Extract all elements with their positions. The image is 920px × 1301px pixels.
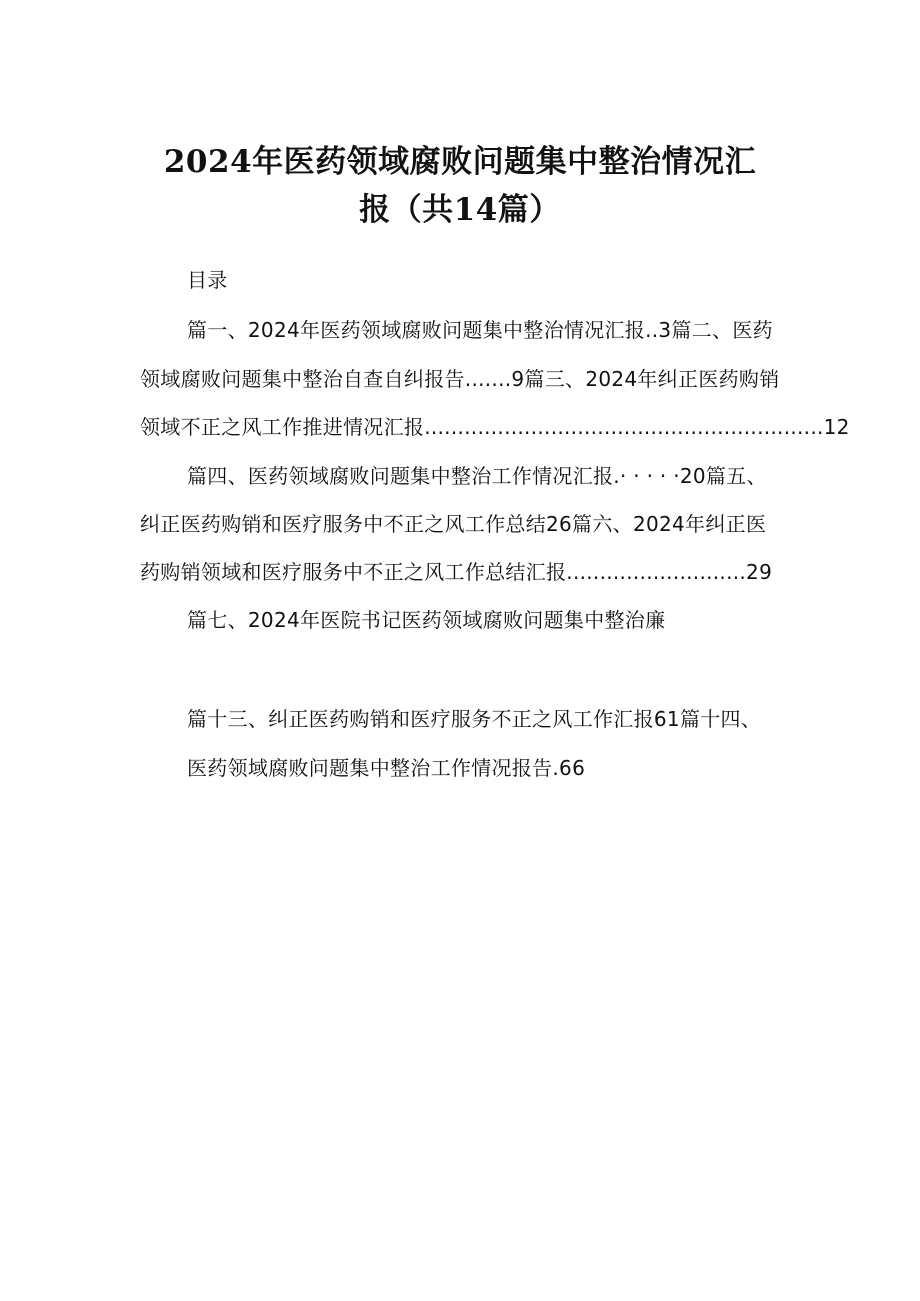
toc-line: 领域不正之风工作推进情况汇报............................................................12 bbox=[140, 415, 850, 439]
toc-line: 篇一、2024年医药领域腐败问题集中整治情况汇报..3篇二、医药 bbox=[187, 318, 773, 342]
toc-line: 药购销领域和医疗服务中不正之风工作总结汇报...........................29 bbox=[140, 560, 773, 584]
toc-line: 篇七、2024年医院书记医药领域腐败问题集中整治廉 bbox=[187, 608, 666, 632]
toc-line: 篇十三、纠正医药购销和医疗服务不正之风工作汇报61篇十四、 bbox=[187, 707, 762, 731]
toc-line: 医药领域腐败问题集中整治工作情况报告.66 bbox=[187, 756, 586, 780]
toc-heading: 目录 bbox=[187, 268, 228, 292]
toc-line: 纠正医药购销和医疗服务中不正之风工作总结26篇六、2024年纠正医 bbox=[140, 512, 767, 536]
document-title-line-1: 2024年医药领域腐败问题集中整治情况汇 bbox=[163, 144, 757, 180]
toc-line: 篇四、医药领域腐败问题集中整治工作情况汇报.· · · · ·20篇五、 bbox=[187, 464, 767, 488]
toc-line: 领域腐败问题集中整治自查自纠报告.......9篇三、2024年纠正医药购销 bbox=[140, 367, 780, 391]
document-title-line-2: 报（共14篇） bbox=[359, 192, 561, 228]
